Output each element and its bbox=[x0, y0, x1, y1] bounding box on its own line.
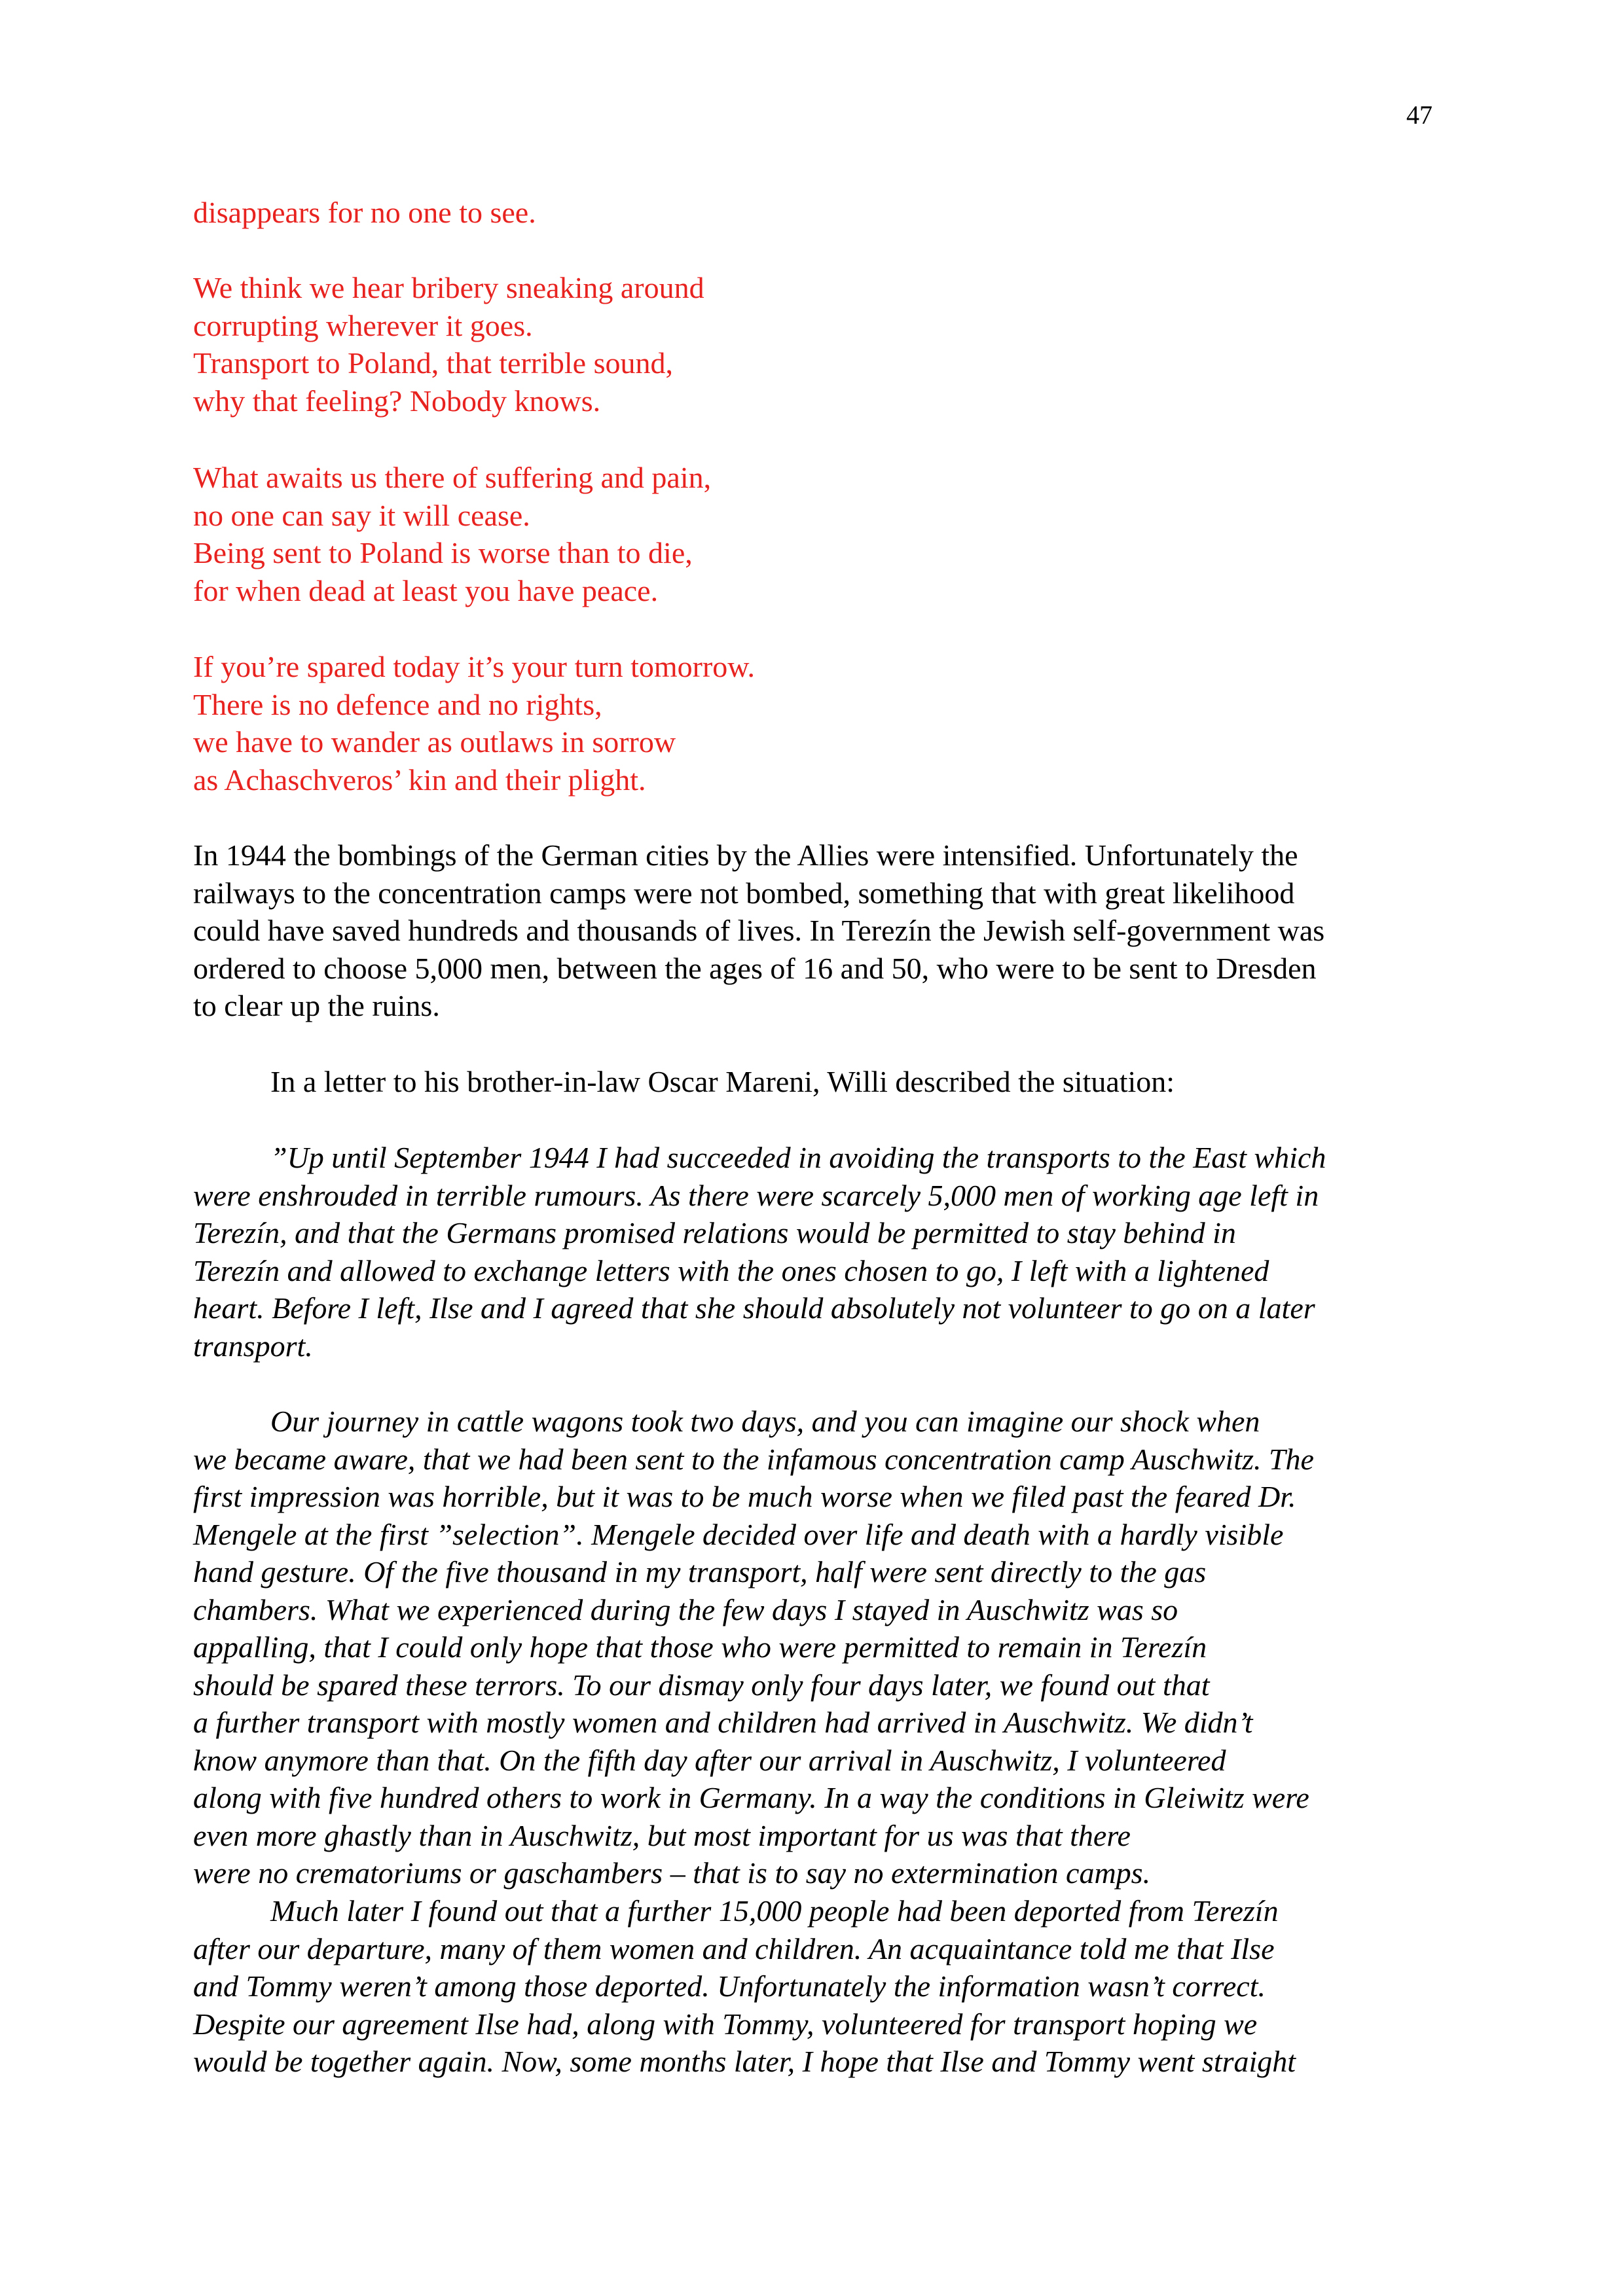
poem-stanza bbox=[193, 648, 1450, 798]
text-line: heart. Before I left, Ilse and I agreed that she should absolutely not volunteer to go on a later bbox=[193, 1291, 1315, 1325]
poem-line: We think we hear bribery sneaking around bbox=[193, 271, 704, 304]
text-line: even more ghastly than in Auschwitz, but most important for us was that there bbox=[193, 1818, 1131, 1852]
poem-stanza bbox=[193, 459, 1450, 609]
poem-line: disappears for no one to see. bbox=[193, 196, 536, 229]
text-line: Much later I found out that a further 15,000 people had been deported from Terezín bbox=[270, 1894, 1279, 1928]
text-line: railways to the concentration camps were not bombed, something that with great likelihood bbox=[193, 876, 1295, 910]
text-line: would be together again. Now, some months later, I hope that Ilse and Tommy went straight bbox=[193, 2045, 1296, 2078]
poem-line: no one can say it will cease. bbox=[193, 498, 530, 532]
text-line: Mengele at the first ”selection”. Mengele decided over life and death with a hardly visible bbox=[193, 1517, 1284, 1551]
poem-line: as Achaschveros’ kin and their plight. bbox=[193, 762, 646, 797]
text-line: we became aware, that we had been sent to the infamous concentration camp Auschwitz. The bbox=[193, 1442, 1314, 1476]
poem-line: Being sent to Poland is worse than to die, bbox=[193, 536, 693, 569]
poem-stanza bbox=[193, 194, 1450, 232]
text-line: were enshrouded in terrible rumours. As there were scarcely 5,000 men of working age left in bbox=[193, 1178, 1319, 1212]
text-line: In 1944 the bombings of the German cities by the Allies were intensified. Unfortunately the bbox=[193, 838, 1298, 872]
text-line: Terezín, and that the Germans promised relations would be permitted to stay behind in bbox=[193, 1216, 1236, 1249]
text-line: first impression was horrible, but it was to be much worse when we filed past the feared Dr. bbox=[193, 1480, 1296, 1513]
poem-line: If you’re spared today it’s your turn tomorrow. bbox=[193, 650, 756, 683]
poem-stanza bbox=[193, 269, 1450, 420]
body-paragraph bbox=[193, 836, 1450, 1025]
text-line: Terezín and allowed to exchange letters with the ones chosen to go, I left with a lightened bbox=[193, 1253, 1269, 1287]
text-line: should be spared these terrors. To our dismay only four days later, we found out that bbox=[193, 1668, 1210, 1702]
poem-line: Transport to Poland, that terrible sound, bbox=[193, 346, 673, 380]
text-line: were no crematoriums or gaschambers – that is to say no extermination camps. bbox=[193, 1856, 1151, 1890]
poem-line: There is no defence and no rights, bbox=[193, 687, 602, 721]
text-line: along with five hundred others to work in Germany. In a way the conditions in Gleiwitz were bbox=[193, 1781, 1309, 1814]
text-line: appalling, that I could only hope that those who were permitted to remain in Terezín bbox=[193, 1630, 1207, 1664]
letter-quote bbox=[193, 1403, 1450, 1892]
poem-line: What awaits us there of suffering and pain, bbox=[193, 461, 712, 494]
text-line: ”Up until September 1944 I had succeeded in avoiding the transports to the East which bbox=[270, 1141, 1326, 1174]
poem-line: corrupting wherever it goes. bbox=[193, 308, 533, 342]
body-paragraph bbox=[193, 1063, 1450, 1101]
poem-line: we have to wander as outlaws in sorrow bbox=[193, 725, 676, 759]
poem-line: why that feeling? Nobody knows. bbox=[193, 384, 601, 418]
text-line: chambers. What we experienced during the few days I stayed in Auschwitz was so bbox=[193, 1592, 1178, 1626]
text-line: Our journey in cattle wagons took two days, and you can imagine our shock when bbox=[270, 1405, 1260, 1438]
text-line: could have saved hundreds and thousands of lives. In Terezín the Jewish self-government was bbox=[193, 914, 1325, 947]
text-line: ordered to choose 5,000 men, between the ages of 16 and 50, who were to be sent to Dresden bbox=[193, 951, 1317, 985]
page-number: 47 bbox=[1406, 100, 1432, 130]
text-line: hand gesture. Of the five thousand in my transport, half were sent directly to the gas bbox=[193, 1555, 1207, 1588]
letter-quote bbox=[193, 1139, 1450, 1365]
text-line: In a letter to his brother-in-law Oscar Mareni, Willi described the situation: bbox=[270, 1065, 1175, 1098]
text-line: and Tommy weren’t among those deported. Unfortunately the information wasn’t correct. bbox=[193, 1969, 1266, 2003]
text-line: transport. bbox=[193, 1329, 313, 1363]
poem-line: for when dead at least you have peace. bbox=[193, 573, 659, 607]
text-line: Despite our agreement Ilse had, along with Tommy, volunteered for transport hoping we bbox=[193, 2007, 1258, 2041]
text-line: after our departure, many of them women and children. An acquaintance told me that Ilse bbox=[193, 1931, 1275, 1965]
letter-quote bbox=[193, 1892, 1450, 2081]
text-line: to clear up the ruins. bbox=[193, 989, 440, 1022]
text-line: a further transport with mostly women and children had arrived in Auschwitz. We didn’t bbox=[193, 1706, 1253, 1739]
text-line: know anymore than that. On the fifth day after our arrival in Auschwitz, I volunteered bbox=[193, 1743, 1226, 1777]
